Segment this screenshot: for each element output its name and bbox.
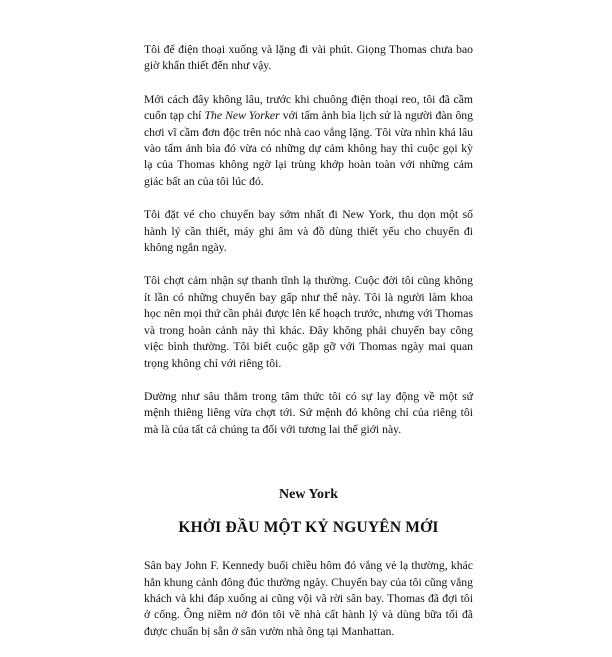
paragraph-2 bbox=[144, 92, 473, 190]
chapter-title: KHỞI ĐẦU MỘT KỶ NGUYÊN MỚI bbox=[178, 519, 439, 537]
paragraph-1: Tôi để điện thoại xuống và lặng đi vài phút. Giọng Thomas chưa bao giờ khẩn thiết đến như vậy. bbox=[144, 43, 473, 73]
book-page bbox=[144, 42, 473, 657]
paragraph-4: Tôi chợt cảm nhận sự thanh tĩnh lạ thường. Cuộc đời tôi cũng không ít lần có những chuyến bay gấp như thế này. Tôi là người làm khoa học nên mọi thứ cần phải được lên kế hoạch trước, nhưng với Thomas và trong hoàn cảnh này thì khác. Đây không phải chuyến bay công việc bình thường. Tôi biết cuộc gặp gỡ với Thomas ngày mai quan trọng không chỉ với riêng tôi. bbox=[144, 274, 473, 370]
paragraph-6: Sân bay John F. Kennedy buổi chiều hôm đó vắng vẻ lạ thường, khác hẳn khung cảnh đông đúc thường ngày. Chuyến bay của tôi cũng vắng khách và khi đáp xuống ai cũng vội vã rời sân bay. Thomas đã đợi tôi ở cổng. Ông niềm nở đón tôi về nhà cất hành lý và dùng bữa tối đã được chuẩn bị sẵn ở sân vườn nhà ông tại Manhattan. bbox=[144, 559, 473, 638]
paragraph-5: Dường như sâu thẳm trong tâm thức tôi có sự lay động về một sứ mệnh thiêng liêng vừa chợt tới. Sứ mệnh đó không chỉ của riêng tôi mà là của tất cả chúng ta đối với tương lai thế giới này. bbox=[144, 389, 473, 436]
chapter-location-heading: New York bbox=[279, 487, 338, 503]
paragraph-3: Tôi đặt vé cho chuyến bay sớm nhất đi New York, thu dọn một số hành lý cần thiết, máy ghi âm và đồ dùng thiết yếu cho chuyến đi không ngắn ngày. bbox=[144, 208, 473, 255]
paragraph-2-rest: với tấm ảnh bìa lịch sử là người đàn ông chơi vĩ cầm đơn độc trên nóc nhà cao vắng lặng. Tôi vừa nhìn khá lâu vào tấm ảnh bìa đó vừa có những dự cảm không hay thì cuộc gọi kỳ lạ của Thomas không ngờ lại trùng khớp hoàn toàn với những cảm giác bất an của tôi lúc đó. bbox=[144, 109, 473, 188]
magazine-title: The New Yorker bbox=[204, 109, 280, 123]
paragraph-2-intro: Mới cách đây không lâu, trước khi chuông điện thoại reo, tôi đã cầm cuốn tạp chí bbox=[144, 92, 473, 123]
